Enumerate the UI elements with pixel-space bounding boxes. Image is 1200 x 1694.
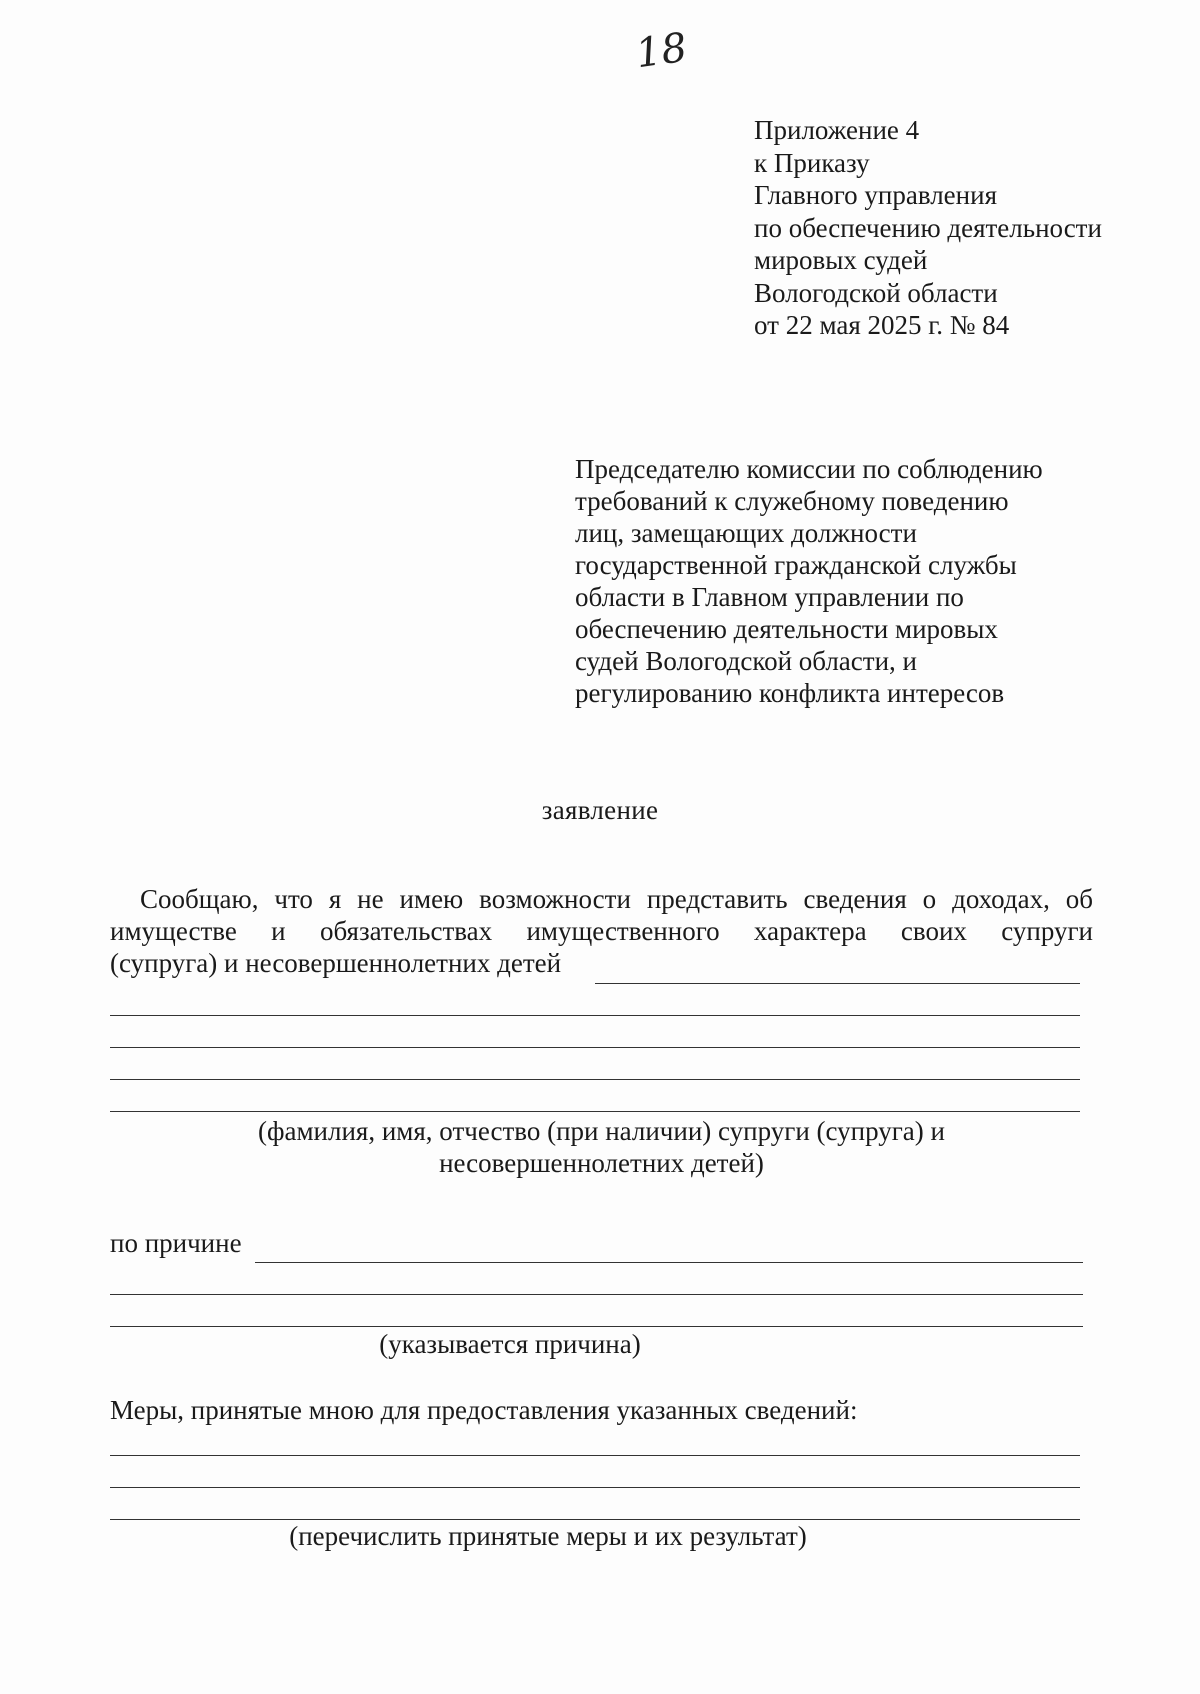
reason-fill-line[interactable] bbox=[110, 1326, 1083, 1327]
addressee-line: требований к служебному поведению bbox=[575, 486, 1009, 516]
reason-fill-line[interactable] bbox=[255, 1262, 1083, 1263]
handwritten-page-number: 18 bbox=[633, 24, 690, 78]
names-caption bbox=[110, 1115, 1093, 1179]
addressee-line: обеспечению деятельности мировых bbox=[575, 614, 998, 644]
names-fill-line[interactable] bbox=[595, 983, 1080, 984]
names-fill-line[interactable] bbox=[110, 1079, 1080, 1080]
appendix-line: Главного управления bbox=[754, 180, 997, 210]
appendix-header bbox=[754, 114, 1102, 342]
names-fill-line[interactable] bbox=[110, 1047, 1080, 1048]
appendix-line: по обеспечению деятельности bbox=[754, 212, 1102, 243]
addressee-block bbox=[575, 453, 1043, 709]
measures-fill-line[interactable] bbox=[110, 1487, 1080, 1488]
reason-caption: (указывается причина) bbox=[379, 1329, 641, 1359]
names-fill-line[interactable] bbox=[110, 1111, 1080, 1112]
measures-fill-line[interactable] bbox=[110, 1455, 1080, 1456]
statement-line-3: (супруга) и несовершеннолетних детей bbox=[110, 948, 562, 978]
measures-label: Меры, принятые мною для предоставления указанных сведений: bbox=[110, 1395, 858, 1425]
document-title: заявление bbox=[541, 795, 659, 825]
measures-caption: (перечислить принятые меры и их результат) bbox=[289, 1521, 807, 1551]
appendix-line: Приложение 4 bbox=[754, 115, 920, 145]
statement-line-2: имуществе и обязательствах имущественного характера своих супруги bbox=[110, 916, 1093, 946]
appendix-line: к Приказу bbox=[754, 147, 870, 178]
names-caption-line: (фамилия, имя, отчество (при наличии) супруги (супруга) и bbox=[258, 1116, 945, 1146]
reason-fill-line[interactable] bbox=[110, 1294, 1083, 1295]
addressee-line: судей Вологодской области, и bbox=[575, 646, 917, 676]
addressee-line: государственной гражданской службы bbox=[575, 550, 1017, 580]
appendix-line: от 22 мая 2025 г. № 84 bbox=[754, 310, 1010, 340]
names-fill-line[interactable] bbox=[110, 1015, 1080, 1016]
reason-label: по причине bbox=[110, 1228, 242, 1258]
statement-line-1: Сообщаю, что я не имею возможности представить сведения о доходах, об bbox=[140, 884, 1093, 914]
addressee-line: регулированию конфликта интересов bbox=[575, 678, 1005, 708]
appendix-line: мировых судей bbox=[754, 245, 928, 275]
addressee-line: области в Главном управлении по bbox=[575, 582, 964, 612]
names-caption-line: несовершеннолетних детей) bbox=[439, 1148, 764, 1178]
addressee-line: Председателю комиссии по соблюдению bbox=[575, 454, 1043, 484]
addressee-line: лиц, замещающих должности bbox=[575, 518, 917, 548]
appendix-line: Вологодской области bbox=[754, 277, 998, 308]
